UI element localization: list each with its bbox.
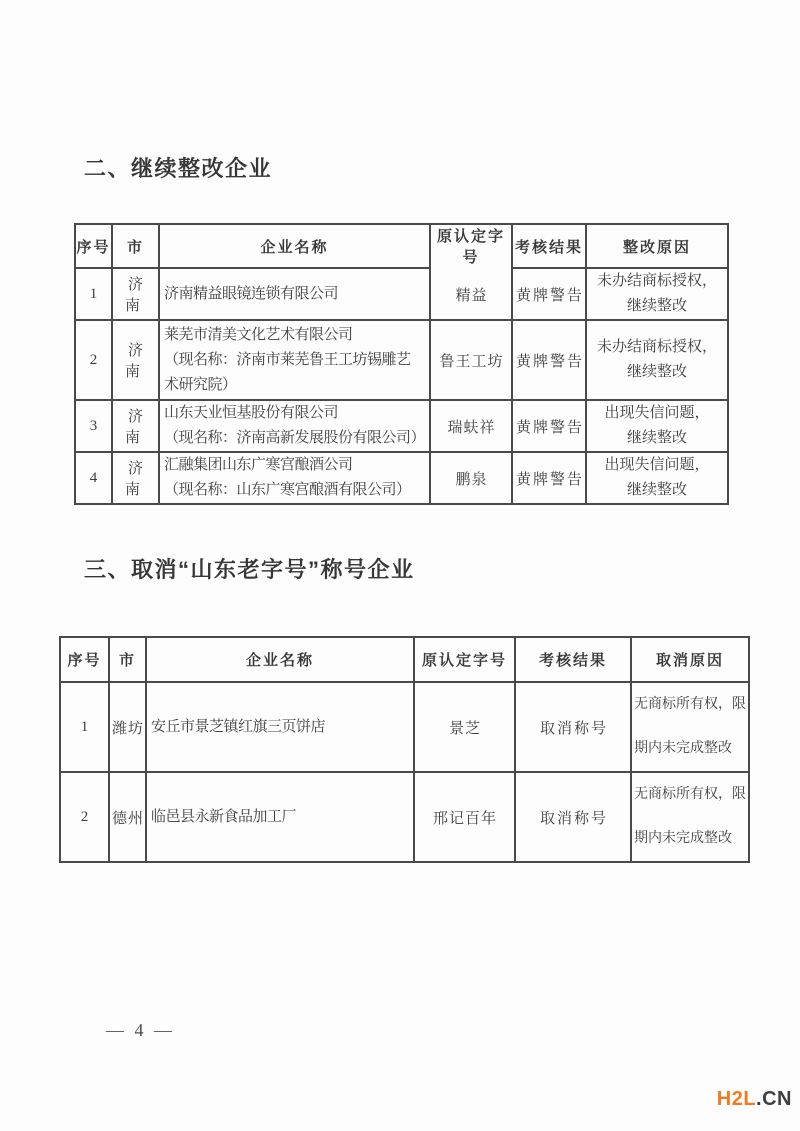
table-header-row [60, 637, 749, 682]
company-name-line: 临邑县永新食品加工厂 [151, 808, 297, 825]
reason-line: 继续整改 [626, 298, 687, 314]
reason-line: 继续整改 [626, 364, 687, 380]
section-heading-continue-rectification: 二、继续整改企业 [84, 156, 273, 181]
cell-brand: 景芝 [414, 682, 515, 772]
table-row [75, 268, 728, 320]
cell-no: 1 [75, 268, 112, 320]
cell-city: 济南 [112, 320, 159, 400]
col-header-name: 企业名称 [159, 224, 430, 268]
company-name-line: （现名称：山东广寒宫酿酒有限公司） [164, 482, 411, 498]
col-header-city: 市 [109, 637, 146, 682]
cell-company-name [146, 772, 414, 862]
company-name-line: （现名称：济南市莱芜鲁王工坊锡雕艺 [164, 351, 411, 368]
reason-line: 期内未完成整改 [634, 831, 732, 846]
table-row [75, 452, 728, 504]
cell-result: 黄牌警告 [512, 452, 586, 504]
watermark-suffix: .CN [756, 1088, 792, 1110]
page-number: — 4 — [106, 1020, 175, 1040]
col-header-reason: 取消原因 [631, 637, 749, 682]
cell-brand: 鹏泉 [430, 452, 512, 504]
cell-result: 取消称号 [515, 682, 631, 772]
cell-city: 济南 [112, 452, 159, 504]
company-name-line: （现名称：济南高新发展股份有限公司） [164, 430, 426, 446]
cell-no: 2 [75, 320, 112, 400]
cell-no: 4 [75, 452, 112, 504]
cell-brand: 瑞蚨祥 [430, 400, 512, 452]
reason-line: 无商标所有权，限 [634, 697, 746, 712]
cell-result: 取消称号 [515, 772, 631, 862]
cell-reason [586, 400, 728, 452]
table-header-row [75, 224, 728, 268]
cell-company-name [159, 268, 430, 320]
cell-result: 黄牌警告 [512, 320, 586, 400]
cell-brand: 精益 [430, 268, 512, 320]
cell-result: 黄牌警告 [512, 400, 586, 452]
cell-no: 2 [60, 772, 109, 862]
cell-company-name [159, 400, 430, 452]
cell-reason [586, 452, 728, 504]
col-header-no: 序号 [60, 637, 109, 682]
cell-brand: 邢记百年 [414, 772, 515, 862]
col-header-name: 企业名称 [146, 637, 414, 682]
company-name-line: 济南精益眼镜连锁有限公司 [164, 285, 339, 302]
cancel-title-table [59, 636, 750, 863]
cell-company-name [159, 320, 430, 400]
site-watermark [717, 1088, 792, 1111]
table-row [75, 400, 728, 452]
reason-line: 继续整改 [626, 430, 687, 446]
reason-line: 无商标所有权，限 [634, 787, 746, 802]
cell-brand: 鲁王工坊 [430, 320, 512, 400]
col-header-result: 考核结果 [512, 224, 586, 268]
company-name-line: 山东天业恒基股份有限公司 [164, 405, 339, 421]
reason-line: 继续整改 [626, 482, 687, 498]
cell-reason [631, 682, 749, 772]
col-header-no: 序号 [75, 224, 112, 268]
company-name-line: 术研究院） [164, 376, 237, 393]
cell-city: 济南 [112, 400, 159, 452]
cell-reason [586, 268, 728, 320]
cell-city: 德州 [109, 772, 146, 862]
reason-line: 出现失信问题， [604, 405, 710, 421]
cell-city: 济南 [112, 268, 159, 320]
col-header-brand: 原认定字号 [414, 637, 515, 682]
company-name-line: 安丘市景芝镇红旗三页饼店 [151, 718, 326, 735]
cell-company-name [159, 452, 430, 504]
col-header-result: 考核结果 [515, 637, 631, 682]
cell-company-name [146, 682, 414, 772]
cell-no: 3 [75, 400, 112, 452]
reason-line: 出现失信问题， [604, 457, 710, 473]
cell-reason [586, 320, 728, 400]
cell-reason [631, 772, 749, 862]
table-row [75, 320, 728, 400]
table-row [60, 682, 749, 772]
cell-no: 1 [60, 682, 109, 772]
col-header-reason: 整改原因 [586, 224, 728, 268]
company-name-line: 汇融集团山东广寒宫酿酒公司 [164, 457, 353, 473]
col-header-brand: 原认定字号 [430, 224, 512, 268]
cell-result: 黄牌警告 [512, 268, 586, 320]
cell-city: 潍坊 [109, 682, 146, 772]
continue-rectification-table [74, 223, 729, 505]
reason-line: 未办结商标授权， [596, 339, 717, 355]
watermark-brand: H2L [716, 1088, 757, 1110]
table-row [60, 772, 749, 862]
col-header-city: 市 [112, 224, 159, 268]
reason-line: 期内未完成整改 [634, 741, 732, 756]
company-name-line: 莱芜市清美文化艺术有限公司 [164, 326, 353, 343]
section-heading-cancel-title: 三、取消“山东老字号”称号企业 [84, 557, 415, 582]
reason-line: 未办结商标授权， [596, 273, 717, 289]
